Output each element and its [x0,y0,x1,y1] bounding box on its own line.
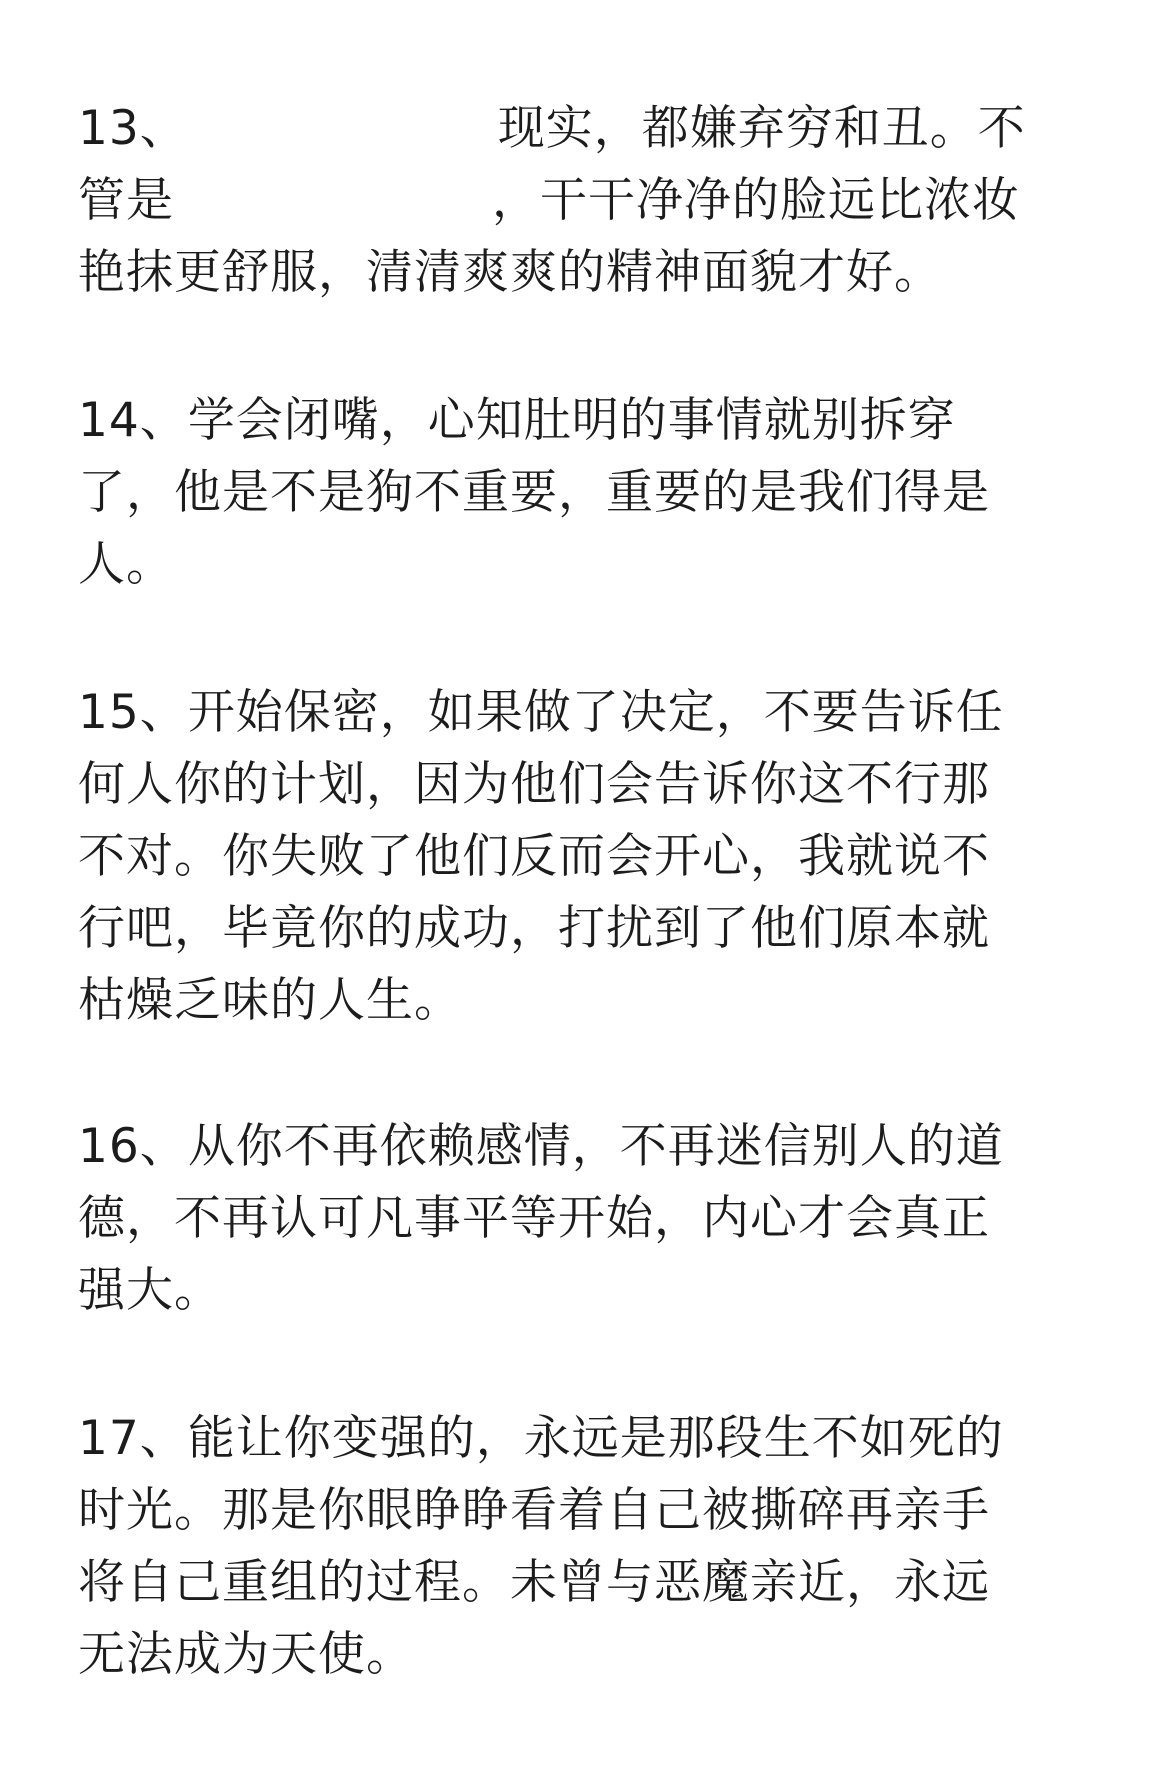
paragraph-line: 13、 现实，都嫌弃穷和丑。不 [78,93,1068,165]
paragraph-line: 德，不再认可凡事平等开始，内心才会真正 [78,1191,990,1246]
paragraph-line: 14、学会闭嘴，心知肚明的事情就别拆穿 [78,393,956,448]
paragraph-line: 行吧，毕竟你的成功，打扰到了他们原本就 [78,901,990,956]
item-number: 14、 [78,393,188,448]
paragraph-line: 艳抹更舒服，清清爽爽的精神面貌才好。 [78,245,942,300]
paragraph-line: 无法成为天使。 [78,1627,414,1682]
redacted-block [198,96,498,162]
paragraph-line: 15、开始保密，如果做了决定，不要告诉任 [78,685,1004,740]
paragraph-line: 16、从你不再依赖感情，不再迷信别人的道 [78,1119,1004,1174]
item-number: 17、 [78,1411,188,1466]
paragraph-line: 人。 [78,537,174,592]
paragraph-line: 了，他是不是狗不重要，重要的是我们得是 [78,465,990,520]
paragraph-line: 时光。那是你眼睁睁看着自己被撕碎再亲手 [78,1483,990,1538]
paragraph-16 [78,1111,1068,1327]
redacted-block [174,168,492,234]
item-number: 15、 [78,685,188,740]
paragraph-14 [78,385,1068,601]
paragraph-15 [78,677,1068,1037]
item-number: 13、 [78,101,188,156]
paragraph-line: 17、能让你变强的，永远是那段生不如死的 [78,1411,1004,1466]
item-number: 16、 [78,1119,188,1174]
paragraph-line: 将自己重组的过程。未曾与恶魔亲近，永远 [78,1555,990,1610]
paragraph-17 [78,1403,1068,1691]
paragraph-line: 枯燥乏味的人生。 [78,973,462,1028]
paragraph-13 [78,93,1068,309]
paragraph-line: 不对。你失败了他们反而会开心，我就说不 [78,829,990,884]
paragraph-line: 管是 ，干干净净的脸远比浓妆 [78,165,1068,237]
paragraph-line: 强大。 [78,1263,222,1318]
paragraph-line: 何人你的计划，因为他们会告诉你这不行那 [78,757,990,812]
